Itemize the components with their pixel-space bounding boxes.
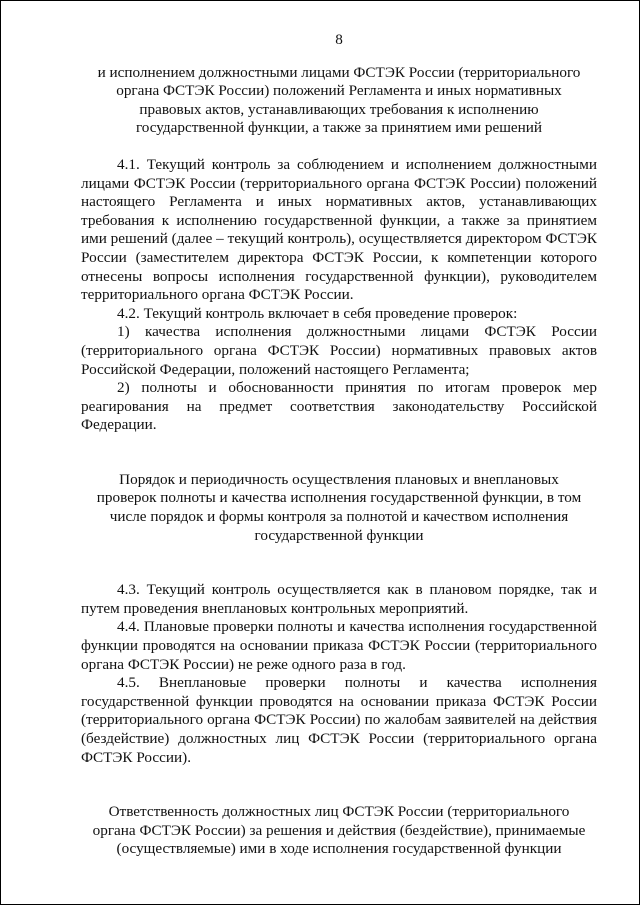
paragraph-4-1: 4.1. Текущий контроль за соблюдением и исполнением должностными лицами ФСТЭК России (территориального органа ФСТЭК России) положений настоящего Регламента и иных нормативных актов, устанавливающих требования к исполнению государственной функции, а также за принятием ими решений (далее – текущий контроль), осуществляется директором ФСТЭК России (заместителем директора ФСТЭК России, к компетенции которого отнесены вопросы исполнения государственной функции), руководителем территориального органа ФСТЭК России. [81, 155, 597, 304]
paragraph-4-2-item-2: 2) полноты и обоснованности принятия по итогам проверок мер реагирования на предмет соответствия законодательству Российской Федерации. [81, 379, 597, 434]
paragraph-4-3: 4.3. Текущий контроль осуществляется как в плановом порядке, так и путем проведения внеплановых контрольных мероприятий. [81, 581, 597, 617]
section-heading-inspections: Порядок и периодичность осуществления плановых и внеплановых проверок полноты и качества исполнения государственной функции, в том числе порядок и формы контроля за полнотой и качеством исполнения государственной функции [96, 470, 582, 544]
paragraph-4-2-item-1: 1) качества исполнения должностными лицами ФСТЭК России (территориального органа ФСТЭК России) нормативных правовых актов Российской Федерации, положений настоящего Регламента; [81, 323, 597, 378]
paragraph-4-5: 4.5. Внеплановые проверки полноты и качества исполнения государственной функции проводятся на основании приказа ФСТЭК России (территориального органа ФСТЭК России) по жалобам заявителей на действия (бездействие) должностных лиц ФСТЭК России (территориального органа ФСТЭК России). [81, 674, 597, 766]
page-number: 8 [335, 31, 343, 48]
section-heading-responsibility: Ответственность должностных лиц ФСТЭК России (территориального органа ФСТЭК России) за решения и действия (бездействие), принимаемые (осуществляемые) ими в ходе исполнения государственной функции [92, 803, 586, 858]
paragraph-4-2: 4.2. Текущий контроль включает в себя проведение проверок: [117, 304, 518, 322]
paragraph-4-4: 4.4. Плановые проверки полноты и качества исполнения государственной функции проводятся на основании приказа ФСТЭК России (территориального органа ФСТЭК России) не реже одного раза в год. [81, 618, 597, 673]
section-heading-continued: и исполнением должностными лицами ФСТЭК России (территориального органа ФСТЭК России) положений Регламента и иных нормативных правовых актов, устанавливающих требования к исполнению государственной функции, а также за принятием ими решений [97, 63, 581, 137]
page-content [81, 31, 597, 859]
